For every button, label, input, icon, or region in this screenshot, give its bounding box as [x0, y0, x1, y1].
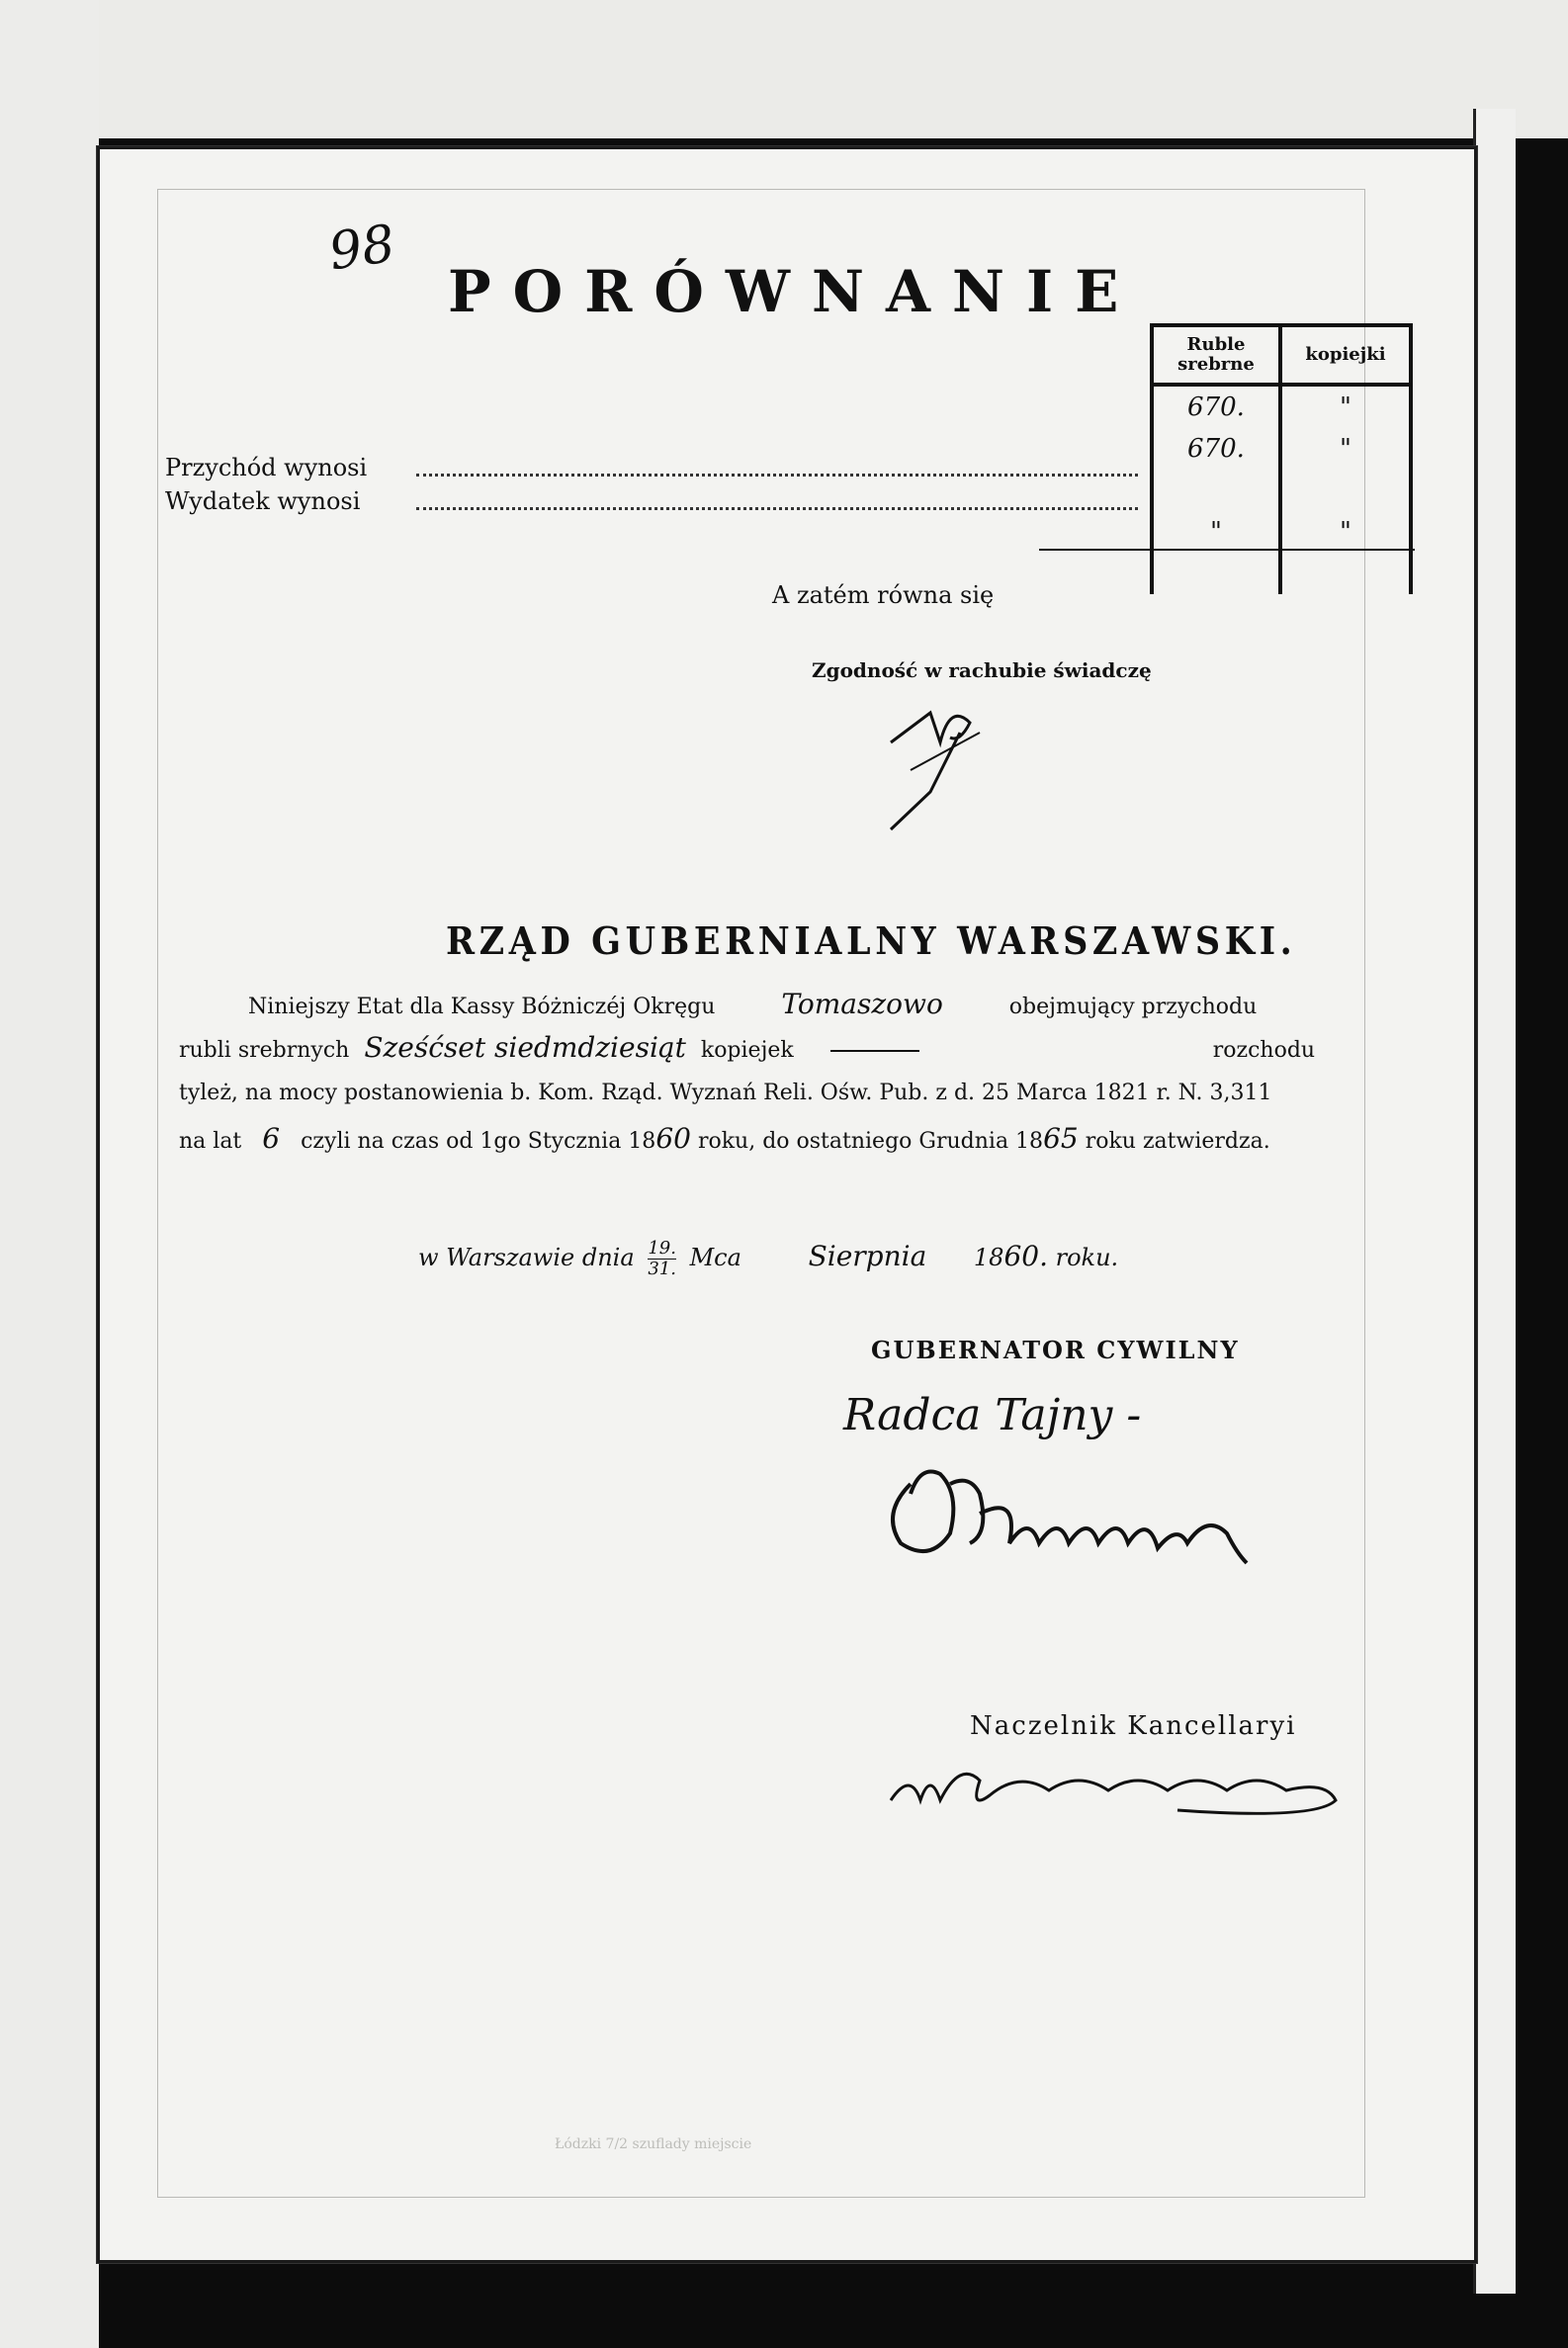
governor-title: GUBERNATOR CYWILNY — [871, 1336, 1240, 1364]
year-prefix: 18 — [973, 1244, 1004, 1271]
income-label: Przychód wynosi — [165, 454, 368, 481]
day-handwritten: 19. — [648, 1238, 676, 1259]
para-l1b: obejmujący przychodu — [1008, 995, 1258, 1019]
para-l3: tyleż, na mocy postanowienia b. Kom. Rząd. Wyznań Reli. Ośw. Pub. z d. 25 Marca 1821 r. N. 3,311 — [179, 1081, 1272, 1105]
chancellery-title: Naczelnik Kancellaryi — [970, 1711, 1297, 1741]
expense-rubles: 670. — [1152, 428, 1280, 470]
chancellery-signature — [881, 1741, 1355, 1830]
year-handwritten: 60. — [1003, 1240, 1048, 1272]
attestation-text: Zgodność w rachubie świadczę — [812, 658, 1152, 682]
para-l4c: roku, do ostatniego Grudnia 18 — [697, 1129, 1044, 1154]
day-fraction — [648, 1239, 676, 1279]
income-rubles: 670. — [1152, 385, 1280, 428]
roku-label: roku. — [1055, 1244, 1119, 1271]
para-l4d: roku zatwierdza. — [1085, 1129, 1270, 1154]
start-year-handwritten: 60 — [655, 1122, 691, 1155]
amount-words-handwritten: Sześćset siedmdziesiąt — [364, 1031, 686, 1064]
sum-rule — [1039, 549, 1415, 551]
authority-heading: RZĄD GUBERNIALNY WARSZAWSKI. — [446, 918, 1297, 963]
para-l2b: kopiejek — [700, 1038, 794, 1063]
expense-kopeks: " — [1280, 428, 1411, 470]
expense-label: Wydatek wynosi — [165, 487, 361, 515]
next-page-edge — [1473, 109, 1516, 2294]
district-handwritten: Tomaszowo — [781, 988, 943, 1020]
page-title: PORÓWNANIE — [448, 258, 1141, 325]
years-handwritten: 6 — [262, 1122, 281, 1155]
attestation-signature — [871, 683, 1009, 831]
day-old-style-handwritten: 31. — [648, 1259, 676, 1279]
para-l1a: Niniejszy Etat dla Kassy Bóżniczéj Okręgu — [248, 995, 716, 1019]
governor-signature — [871, 1454, 1286, 1573]
header-kopeks: kopiejki — [1280, 325, 1411, 385]
income-leader-dots — [416, 474, 1138, 477]
para-l4a: na lat — [179, 1129, 242, 1154]
governor-rank-handwritten: Radca Tajny - — [843, 1390, 1142, 1440]
mca-label: Mca — [689, 1244, 741, 1271]
date-line — [418, 1239, 1118, 1279]
document-page — [97, 146, 1477, 2263]
end-year-handwritten: 65 — [1043, 1122, 1079, 1155]
balance-kopeks: " — [1280, 511, 1411, 553]
date-prefix: w Warszawie dnia — [418, 1244, 635, 1271]
folio-number: 98 — [325, 214, 399, 283]
scan-background-left — [0, 0, 99, 2348]
month-handwritten: Sierpnia — [808, 1240, 927, 1272]
income-kopeks: " — [1280, 385, 1411, 428]
para-l2c: rozchodu — [1212, 1038, 1316, 1063]
expense-leader-dots — [416, 507, 1138, 510]
balance-label: A zatém równa się — [772, 581, 995, 609]
para-l4b: czyli na czas od 1go Stycznia 18 — [301, 1129, 656, 1154]
kopeks-dash — [830, 1050, 919, 1052]
header-rubles: Ruble srebrne — [1152, 325, 1280, 385]
scan-background-top — [0, 0, 1568, 138]
balance-rubles: " — [1152, 511, 1280, 553]
amounts-table — [1150, 323, 1413, 594]
para-l2a: rubli srebrnych — [179, 1038, 350, 1063]
faint-footer-text: Łódzki 7/2 szuflady miejscie — [555, 2136, 752, 2152]
